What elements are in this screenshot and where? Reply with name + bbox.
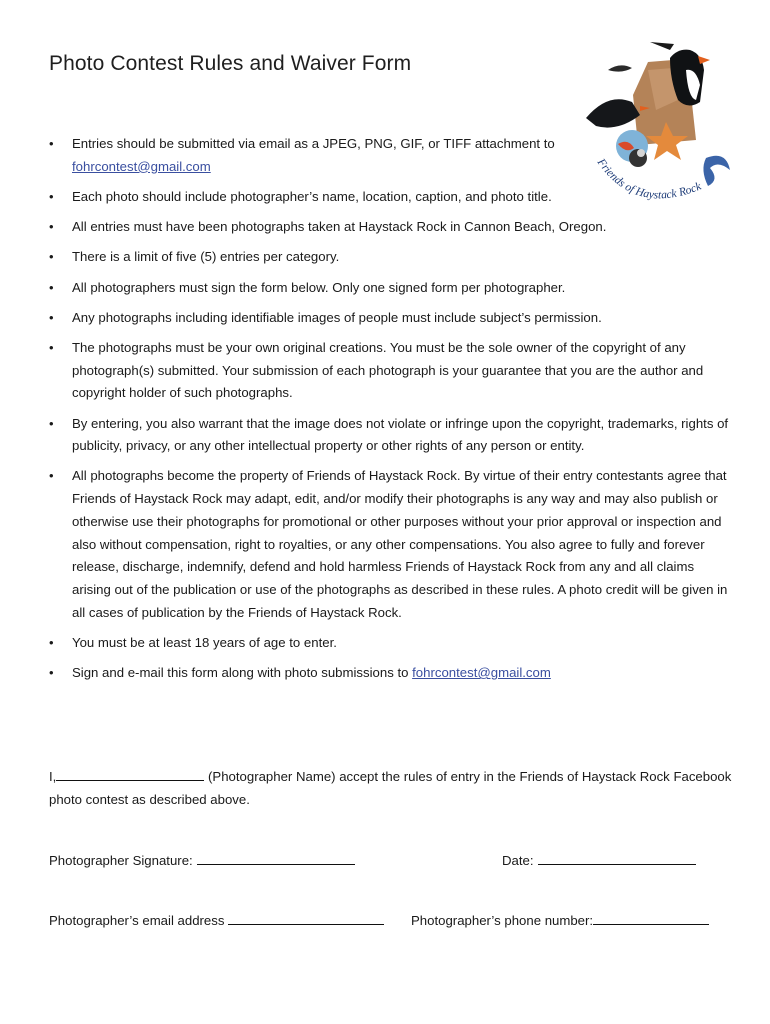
phone-label: Photographer’s phone number: xyxy=(411,913,594,928)
contest-email-link[interactable]: fohrcontest@gmail.com xyxy=(72,158,211,174)
rule-warranty: • By entering, you also warrant that the image does not violate or infringe upon the copyright, trademarks, rights of publicity, privacy, or any other intellectual property or other rights of any person or entity. xyxy=(49,415,729,454)
rule-sign-email: • Sign and e-mail this form along with photo submissions to fohrcontest@gmail.com xyxy=(49,665,551,681)
page-title: Photo Contest Rules and Waiver Form xyxy=(49,52,412,75)
signature-field[interactable] xyxy=(197,852,355,865)
rule-location: • All entries must have been photographs taken at Haystack Rock in Cannon Beach, Oregon. xyxy=(49,219,607,235)
acceptance-statement: I, (Photographer Name) accept the rules of entry in the Friends of Haystack Rock Facebook photo contest as described above. xyxy=(49,769,732,807)
date-field-group xyxy=(502,852,696,868)
rule-age: • You must be at least 18 years of age to enter. xyxy=(49,634,337,650)
phone-field[interactable] xyxy=(593,912,709,925)
email-field[interactable] xyxy=(228,912,384,925)
date-field[interactable] xyxy=(538,852,696,865)
phone-field-group xyxy=(411,912,709,928)
date-label: Date: xyxy=(502,853,534,868)
contest-email-link[interactable]: fohrcontest@gmail.com xyxy=(412,665,551,681)
photographer-name-field[interactable] xyxy=(56,768,204,781)
rule-photo-info: • Each photo should include photographer’s name, location, caption, and photo title. xyxy=(49,188,552,204)
svg-text:Friends of Haystack Rock: Friends of Haystack Rock xyxy=(594,156,703,202)
rule-originality: • The photographs must be your own original creations. You must be the sole owner of the copyright of any photograph(s) submitted. Your submission of each photograph is your guarantee that you are the author and copyright holder of such photographs. xyxy=(49,339,704,401)
rule-submission-format: • Entries should be submitted via email as a JPEG, PNG, GIF, or TIFF attachment to fohrcontest@gmail.com xyxy=(49,136,555,174)
rule-signature: • All photographers must sign the form below. Only one signed form per photographer. xyxy=(49,279,566,295)
signature-label: Photographer Signature: xyxy=(49,853,193,868)
rule-permission: • Any photographs including identifiable images of people must include subject’s permission. xyxy=(49,309,602,325)
rule-entry-limit: • There is a limit of five (5) entries per category. xyxy=(49,249,340,265)
rule-property-release: • All photographs become the property of Friends of Haystack Rock. By virtue of their entry contestants agree that Friends of Haystack Rock may adapt, edit, and/or modify their photographs is any way and may also publish or otherwise use their photographs for promotional or other purposes without your prior approval or inspection and also without compensation, right to royalties, or any other compensations. You also agree to fully and forever release, discharge, indemnify, defend and hold harmless Friends of Haystack Rock from any and all claims arising out of the publication or use of the photographs as described in these rules. A photo credit will be given in all cases of publication by the Friends of Haystack Rock. xyxy=(49,468,728,620)
signature-field-group xyxy=(49,852,355,868)
email-field-group xyxy=(49,912,384,928)
email-label: Photographer’s email address xyxy=(49,913,225,928)
rules-list xyxy=(49,133,729,692)
